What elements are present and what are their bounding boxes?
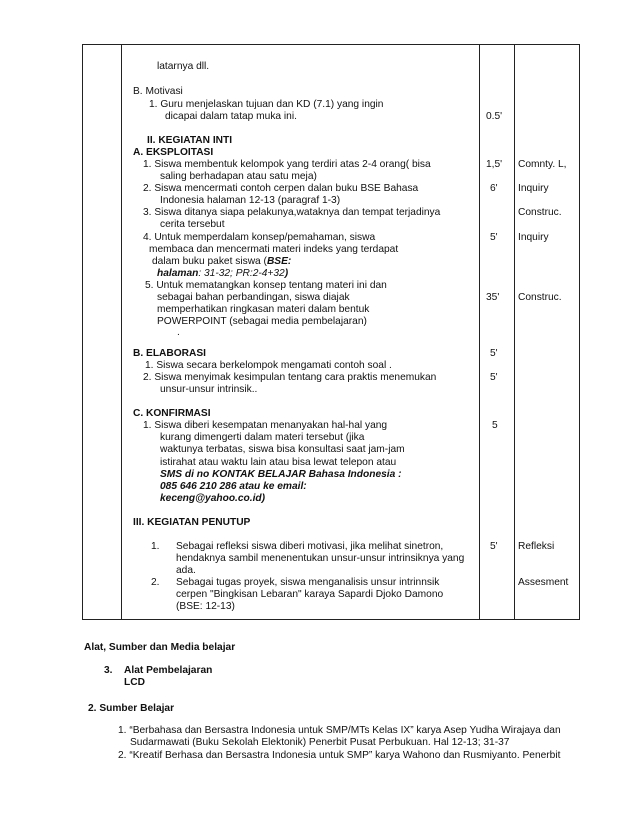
column-divider bbox=[121, 45, 122, 619]
activity-line: Sebagai tugas proyek, siswa menganalisis unsur intrinnsik bbox=[176, 577, 440, 588]
activity-line bbox=[157, 268, 288, 280]
activity-line: ada. bbox=[176, 565, 196, 576]
activity-line: sebagai bahan perbandingan, siswa diajak bbox=[157, 292, 350, 303]
activity-line: Indonesia halaman 12-13 (paragraf 1-3) bbox=[160, 195, 341, 206]
activity-line: 2. Siswa menyimak kesimpulan tentang cara praktis menemukan bbox=[143, 372, 437, 383]
activity-line: 4. Untuk memperdalam konsep/pemahaman, siswa bbox=[143, 232, 376, 243]
activity-line: 1. Siswa diberi kesempatan menanyakan hal-hal yang bbox=[143, 420, 388, 431]
section-heading: B. Motivasi bbox=[133, 86, 183, 97]
activity-line: Sebagai refleksi siswa diberi motivasi, jika melihat sinetron, bbox=[176, 541, 444, 552]
activity-line: 1. Guru menjelaskan tujuan dan KD (7.1) yang ingin bbox=[149, 99, 384, 110]
bse-close: ) bbox=[284, 268, 289, 279]
activity-line: cerpen "Bingkisan Lebaran" karaya Sapardi Djoko Damono bbox=[176, 589, 444, 600]
section-heading: A. EKSPLOITASI bbox=[133, 147, 214, 158]
item-number: 1. bbox=[151, 541, 160, 552]
column-divider bbox=[479, 45, 480, 619]
time-value: 5' bbox=[490, 541, 498, 552]
bse-page-label: halaman bbox=[157, 268, 199, 279]
time-value: 0.5' bbox=[486, 111, 503, 122]
method-value: Inquiry bbox=[518, 183, 549, 194]
column-divider bbox=[514, 45, 515, 619]
activity-line: 3. Siswa ditanya siapa pelakunya,wataknya dan tempat terjadinya bbox=[143, 207, 441, 218]
method-value: Construc. bbox=[518, 292, 562, 303]
activity-line: 1. Siswa secara berkelompok mengamati contoh soal . bbox=[145, 360, 392, 371]
activity-line: membaca dan mencermati materi indeks yang terdapat bbox=[149, 244, 399, 255]
activity-line: dicapai dalam tatap muka ini. bbox=[165, 111, 297, 122]
activity-line: 5. Untuk mematangkan konsep tentang materi ini dan bbox=[145, 280, 387, 291]
activity-line: latarnya dll. bbox=[157, 61, 210, 72]
method-value: Construc. bbox=[518, 207, 562, 218]
lesson-table bbox=[82, 44, 580, 620]
alat-title: Alat Pembelajaran bbox=[124, 665, 213, 676]
bse-page-numbers: : 31-32; PR:2-4+32 bbox=[198, 268, 285, 279]
item-number: 2. bbox=[151, 577, 160, 588]
time-value: 5 bbox=[492, 420, 498, 431]
time-value: 5' bbox=[490, 232, 498, 243]
contact-phone: 085 646 210 286 atau ke email: bbox=[160, 481, 307, 492]
activity-line: memperhatikan ringkasan materi dalam bentuk bbox=[157, 304, 370, 315]
activity-line: hendaknya sambil menenentukan unsur-unsur intrinsiknya yang bbox=[176, 553, 465, 564]
activity-line: POWERPOINT (sebagai media pembelajaran) bbox=[157, 316, 367, 327]
section-heading: C. KONFIRMASI bbox=[133, 408, 211, 419]
method-value: Inquiry bbox=[518, 232, 549, 243]
time-value: 6' bbox=[490, 183, 498, 194]
activity-line: istirahat atau waktu lain atau bisa lewat telepon atau bbox=[160, 457, 397, 468]
contact-line: SMS di no KONTAK BELAJAR Bahasa Indonesia : bbox=[160, 469, 402, 480]
activity-line: . bbox=[177, 327, 180, 338]
activity-line: (BSE: 12-13) bbox=[176, 601, 235, 612]
method-value: Refleksi bbox=[518, 541, 555, 552]
alat-number: 3. bbox=[104, 665, 113, 676]
source-item-cont: Sudarmawati (Buku Sekolah Elektonik) Penerbit Pusat Perbukuan. Hal 12-13; 31-37 bbox=[130, 737, 510, 748]
contact-email: keceng@yahoo.co.id) bbox=[160, 493, 266, 504]
activity-line: kurang dimengerti dalam materi tersebut (jika bbox=[160, 432, 365, 443]
activity-line bbox=[152, 256, 291, 268]
section-heading: II. KEGIATAN INTI bbox=[147, 135, 233, 146]
activity-text: dalam buku paket siswa ( bbox=[152, 256, 267, 267]
activity-line: waktunya terbatas, siswa bisa konsultasi saat jam-jam bbox=[160, 444, 405, 455]
source-item: 2. “Kreatif Berhasa dan Bersastra Indonesia untuk SMP” karya Wahono dan Rusmiyanto. Penerbit bbox=[118, 750, 561, 761]
activity-line: 1. Siswa membentuk kelompok yang terdiri atas 2-4 orang( bisa bbox=[143, 159, 431, 170]
alat-item: LCD bbox=[124, 677, 145, 688]
section-heading: B. ELABORASI bbox=[133, 348, 207, 359]
time-value: 1,5' bbox=[486, 159, 503, 170]
section-heading: III. KEGIATAN PENUTUP bbox=[133, 517, 251, 528]
bse-reference: BSE: bbox=[266, 256, 292, 267]
activity-line: unsur-unsur intrinsik.. bbox=[160, 384, 258, 395]
activity-line: 2. Siswa mencermati contoh cerpen dalan buku BSE Bahasa bbox=[143, 183, 419, 194]
sumber-title: 2. Sumber Belajar bbox=[88, 703, 175, 714]
method-value: Comnty. L, bbox=[518, 159, 567, 170]
method-value: Assesment bbox=[518, 577, 569, 588]
source-item: 1. “Berbahasa dan Bersastra Indonesia untuk SMP/MTs Kelas IX” karya Asep Yudha Wirajaya dan bbox=[118, 725, 561, 736]
media-heading: Alat, Sumber dan Media belajar bbox=[84, 642, 236, 653]
activity-line: saling berhadapan atau satu meja) bbox=[160, 171, 317, 182]
time-value: 35' bbox=[486, 292, 500, 303]
activity-line: cerita tersebut bbox=[160, 219, 225, 230]
time-value: 5' bbox=[490, 372, 498, 383]
time-value: 5' bbox=[490, 348, 498, 359]
